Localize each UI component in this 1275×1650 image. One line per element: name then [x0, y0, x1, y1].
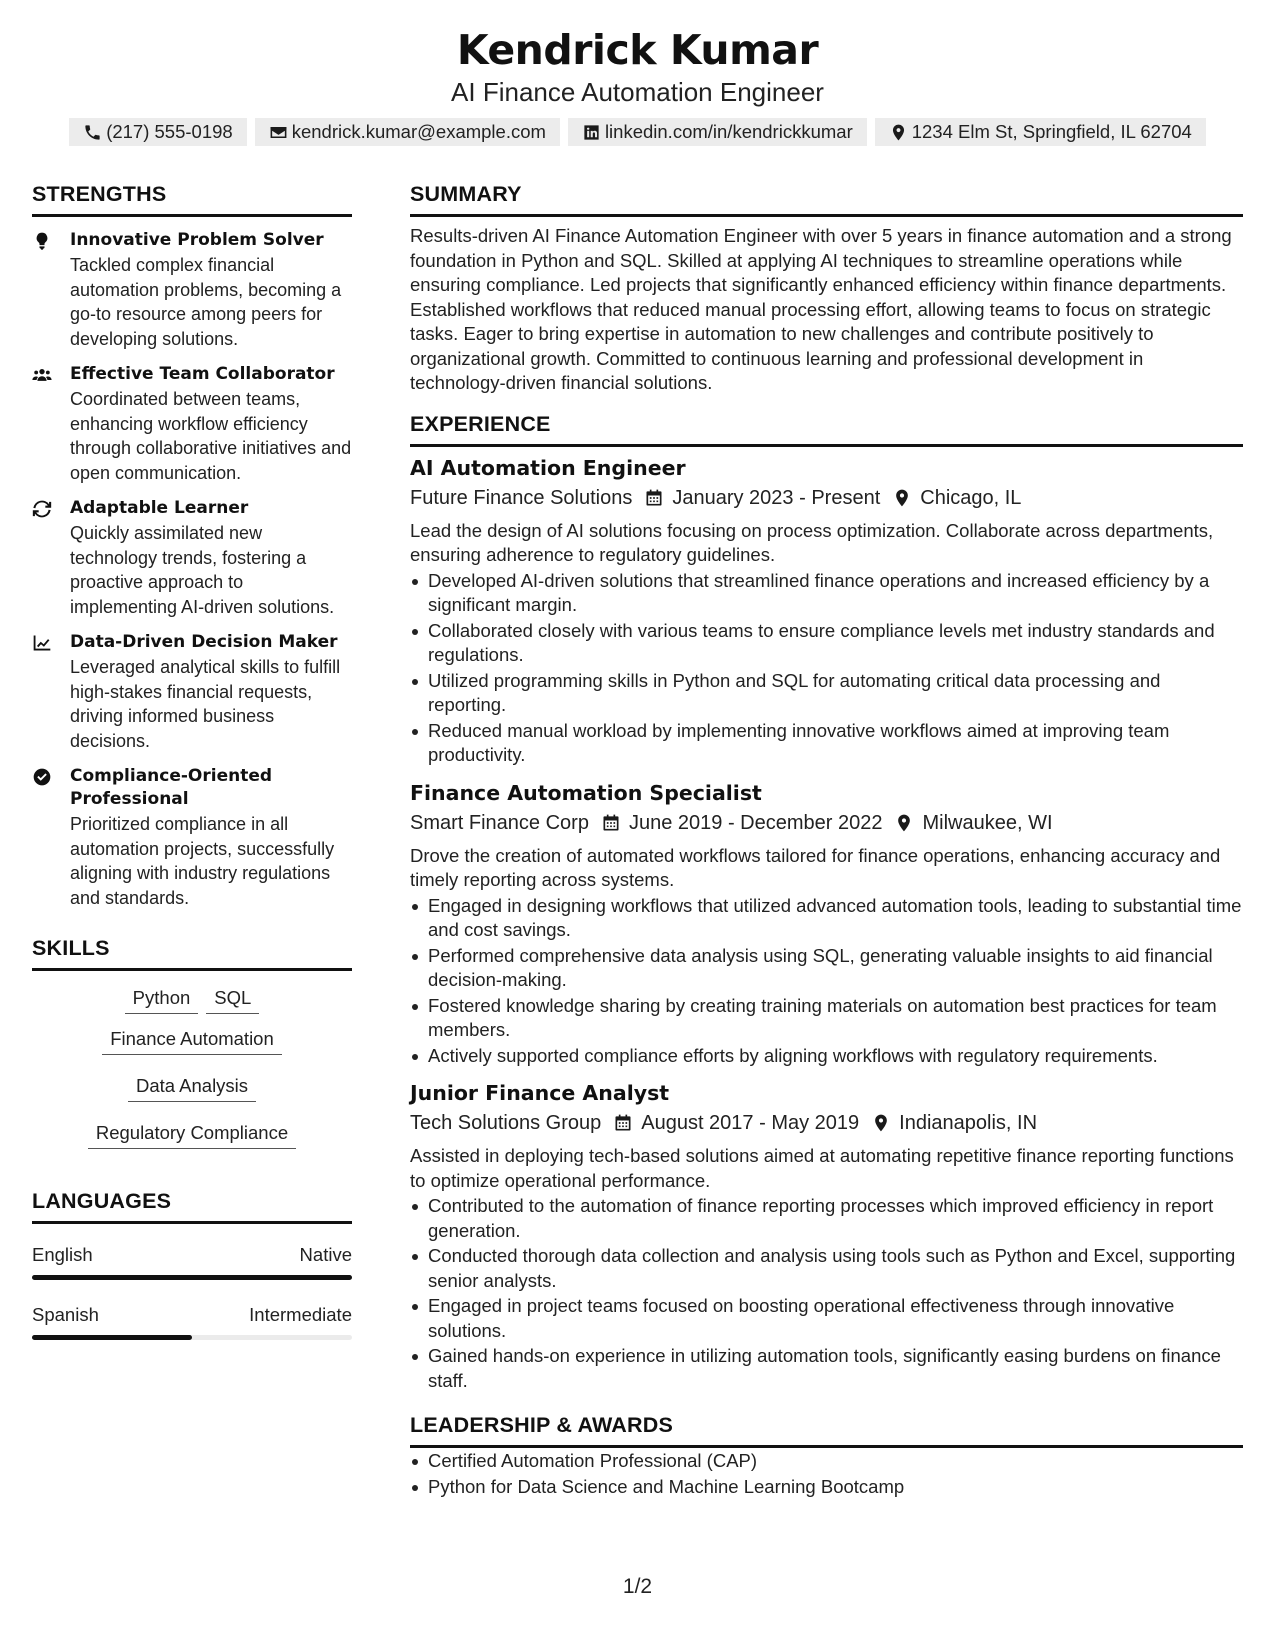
candidate-role: AI Finance Automation Engineer — [451, 77, 824, 107]
language-bar — [32, 1335, 352, 1340]
experience-heading: EXPERIENCE — [410, 410, 1243, 447]
summary-heading: SUMMARY — [410, 180, 1243, 217]
leadership-heading: LEADERSHIP & AWARDS — [410, 1411, 1243, 1448]
job-bullet: Gained hands-on experience in utilizing automation tools, significantly easing burdens on finance staff. — [410, 1344, 1243, 1393]
job-entry — [410, 1078, 1243, 1393]
job-bullet: Developed AI-driven solutions that streamlined finance operations and increased efficiency by a significant margin. — [410, 569, 1243, 618]
sync-icon — [32, 499, 52, 519]
job-dates: August 2017 - May 2019 — [641, 1112, 860, 1134]
job-company: Smart Finance Corp — [410, 811, 589, 834]
strength-title: Compliance-Oriented Professional — [70, 766, 273, 809]
job-dates: January 2023 - Present — [672, 486, 881, 509]
job-bullet: Actively supported compliance efforts by aligning workflows with regulatory requirements. — [410, 1044, 1243, 1069]
linkedin-icon — [582, 123, 601, 142]
job-dates: June 2019 - December 2022 — [628, 811, 883, 834]
job-bullet: Reduced manual workload by implementing innovative workflows aimed at improving team productivity. — [410, 719, 1243, 768]
strength-item — [32, 363, 352, 485]
job-description: Lead the design of AI solutions focusing on process optimization. Collaborate across departments, ensuring adherence to regulatory guidelines. — [410, 519, 1214, 565]
map-pin-icon — [871, 1113, 891, 1133]
summary-text: Results-driven AI Finance Automation Engineer with over 5 years in finance automation and a strong foundation in Python and SQL. Skilled at applying AI techniques to streamline operations while ensuring compliance. Led projects that significantly enhanced efficiency within finance departments. Established workflows that reduced manual processing effort, allowing teams to focus on strategic tasks. Eager to bring expertise in automation to new challenges and contribute positively to organizational growth. Committed to continuous learning and professional development in technology-driven financial solutions. — [410, 225, 1232, 393]
users-icon — [32, 365, 52, 385]
leadership-item: Certified Automation Professional (CAP) — [410, 1449, 1243, 1474]
page-number: 1/2 — [622, 1575, 653, 1598]
strength-desc: Tackled complex financial automation problems, becoming a go-to resource among peers for developing solutions. — [70, 255, 342, 349]
strength-title: Effective Team Collaborator — [70, 364, 335, 384]
job-bullets — [410, 569, 1243, 768]
leadership-section — [410, 1411, 1243, 1499]
job-entry — [410, 778, 1243, 1069]
job-description: Assisted in deploying tech-based solutions aimed at automating repetitive finance reporting functions to optimize operational performance. — [410, 1145, 1234, 1191]
contact-email[interactable] — [255, 118, 560, 146]
job-bullet: Conducted thorough data collection and analysis using tools such as Python and Excel, supporting senior analysts. — [410, 1244, 1243, 1293]
languages-section — [32, 1187, 352, 1340]
language-bar-fill — [32, 1275, 352, 1280]
strength-desc: Prioritized compliance in all automation projects, successfully aligning with industry regulations and standards. — [70, 814, 335, 908]
lightbulb-icon — [32, 231, 52, 251]
job-bullet: Contributed to the automation of finance reporting processes which improved efficiency in report generation. — [410, 1194, 1243, 1243]
job-location: Milwaukee, WI — [922, 811, 1053, 834]
strength-desc: Quickly assimilated new technology trends, fostering a proactive approach to implementing AI-driven solutions. — [70, 523, 335, 617]
candidate-name: Kendrick Kumar — [456, 26, 819, 74]
calendar-icon — [601, 813, 621, 833]
job-bullets — [410, 1194, 1243, 1393]
strengths-heading: STRENGTHS — [32, 180, 352, 217]
contact-address[interactable] — [875, 118, 1206, 146]
skill-tag: Python — [125, 979, 199, 1014]
calendar-icon — [613, 1113, 633, 1133]
job-title: AI Automation Engineer — [410, 455, 686, 480]
skills-list — [32, 979, 352, 1149]
job-meta — [410, 808, 1243, 838]
skill-tag: SQL — [206, 979, 259, 1014]
skill-tag: Finance Automation — [102, 1020, 282, 1055]
resume-header — [0, 22, 1275, 146]
strength-item — [32, 631, 352, 753]
contact-phone[interactable] — [69, 118, 247, 146]
job-meta — [410, 1108, 1243, 1138]
language-item — [32, 1242, 352, 1280]
contact-email-text: kendrick.kumar@example.com — [291, 121, 546, 142]
language-name: English — [32, 1244, 93, 1265]
job-description: Drove the creation of automated workflows tailored for finance operations, enhancing accuracy and timely reporting across systems. — [410, 844, 1221, 890]
strength-item — [32, 765, 352, 910]
language-bar — [32, 1275, 352, 1280]
contact-linkedin[interactable] — [568, 118, 867, 146]
language-item — [32, 1302, 352, 1340]
check-circle-icon — [32, 767, 52, 787]
job-location: Chicago, IL — [920, 486, 1022, 509]
job-bullet: Engaged in designing workflows that utilized advanced automation tools, leading to substantial time and cost savings. — [410, 894, 1243, 943]
job-bullets — [410, 894, 1243, 1069]
job-bullet: Engaged in project teams focused on boosting operational effectiveness through innovative solutions. — [410, 1294, 1243, 1343]
phone-icon — [83, 123, 102, 142]
skills-section — [32, 934, 352, 1149]
strength-desc: Coordinated between teams, enhancing workflow efficiency through collaborative initiatives and open communication. — [70, 389, 352, 483]
strength-desc: Leveraged analytical skills to fulfill high-stakes financial requests, driving informed business decisions. — [70, 657, 341, 751]
leadership-list — [410, 1449, 1243, 1499]
languages-heading: LANGUAGES — [32, 1187, 352, 1224]
experience-section — [410, 410, 1243, 1394]
job-meta — [410, 483, 1243, 513]
job-bullet: Performed comprehensive data analysis using SQL, generating valuable insights to aid financial decision-making. — [410, 944, 1243, 993]
job-company: Tech Solutions Group — [410, 1112, 602, 1134]
job-bullet: Utilized programming skills in Python and SQL for automating critical data processing and reporting. — [410, 669, 1243, 718]
strengths-list — [32, 229, 352, 910]
skills-heading: SKILLS — [32, 934, 352, 971]
language-bar-fill — [32, 1335, 192, 1340]
contact-linkedin-text: linkedin.com/in/kendrickkumar — [604, 121, 853, 142]
language-level: Native — [299, 1244, 352, 1265]
skill-tag: Regulatory Compliance — [88, 1114, 296, 1149]
strength-item — [32, 497, 352, 619]
right-column — [410, 180, 1243, 1499]
chart-line-icon — [32, 633, 52, 653]
map-pin-icon — [892, 488, 912, 508]
language-level: Intermediate — [249, 1304, 352, 1325]
strength-item — [32, 229, 352, 351]
job-bullet: Collaborated closely with various teams to ensure compliance levels met industry standards and regulations. — [410, 619, 1243, 668]
language-name: Spanish — [32, 1304, 99, 1325]
left-column — [32, 180, 352, 1340]
strength-title: Innovative Problem Solver — [70, 230, 324, 250]
contact-row — [0, 118, 1275, 146]
job-company: Future Finance Solutions — [410, 486, 633, 509]
strength-title: Adaptable Learner — [70, 498, 249, 518]
contact-address-text: 1234 Elm St, Springfield, IL 62704 — [911, 121, 1192, 142]
job-location: Indianapolis, IN — [899, 1112, 1038, 1134]
strength-title: Data-Driven Decision Maker — [70, 632, 338, 652]
map-pin-icon — [889, 123, 908, 142]
job-bullet: Fostered knowledge sharing by creating training materials on automation best practices for team members. — [410, 994, 1243, 1043]
map-pin-icon — [894, 813, 914, 833]
job-entry — [410, 453, 1243, 768]
leadership-item: Python for Data Science and Machine Learning Bootcamp — [410, 1475, 1243, 1500]
job-title: Finance Automation Specialist — [410, 780, 762, 805]
calendar-icon — [644, 488, 664, 508]
skill-tag: Data Analysis — [128, 1067, 256, 1102]
contact-phone-text: (217) 555-0198 — [106, 121, 233, 142]
job-title: Junior Finance Analyst — [410, 1081, 670, 1105]
envelope-icon — [269, 123, 288, 142]
